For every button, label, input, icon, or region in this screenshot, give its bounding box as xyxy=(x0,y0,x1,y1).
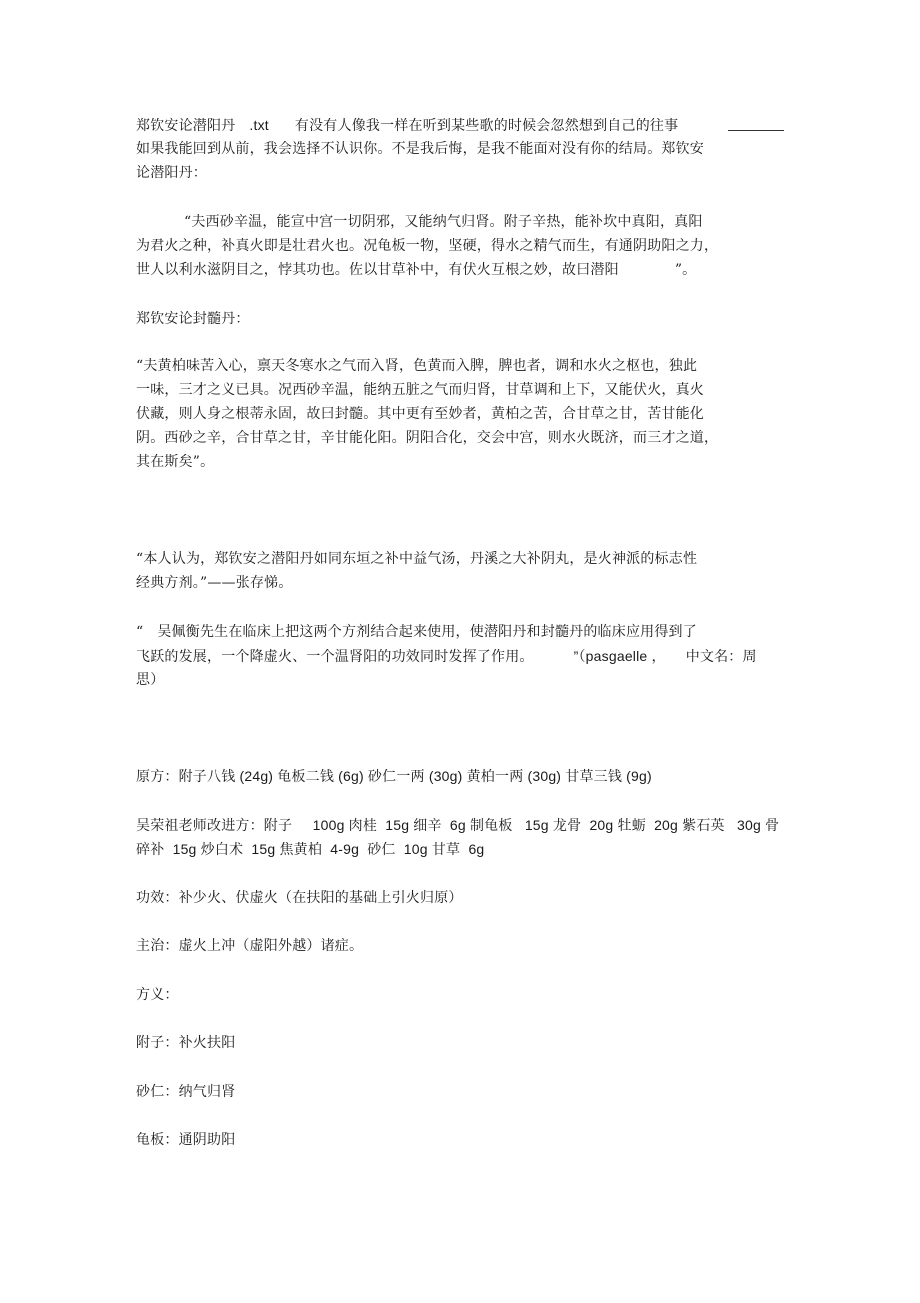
modified-formula-line-1: 吴荣祖老师改进方：附子 100g 肉桂 15g 细辛 6g 制龟板 15g 龙骨 20g 牡蛎 20g 紫石英 30g 骨 xyxy=(136,817,780,833)
explanation-item: 龟板：通阴助阳 xyxy=(136,1132,236,1148)
wu-quote-line-1-text: 吴佩衡先生在临床上把这两个方剂结合起来使用，使潜阳丹和封髓丹的临床应用得到了 xyxy=(157,624,697,640)
explanation-item: 附子：补火扶阳 xyxy=(136,1035,236,1051)
wu-quote-line-2c: 中文名：周 xyxy=(685,649,757,665)
tagline: 有没有人像我一样在听到某些歌的时候会忽然想到自己的往事 xyxy=(294,118,679,134)
qianyang-quote-line-2: 为君火之种，补真火即是壮君火也。况龟板一物，坚硬，得水之精气而生，有通阴助阳之力， xyxy=(136,238,719,254)
zhang-quote-line-2: 经典方剂。”——张存悌。 xyxy=(136,575,293,591)
zhang-quote-line-1: “本人认为，郑钦安之潜阳丹如同东垣之补中益气汤，丹溪之大补阴丸，是火神派的标志性 xyxy=(136,551,698,567)
header-line-1 xyxy=(136,117,678,134)
wu-quote-open-mark: “ xyxy=(136,624,144,640)
fengsui-heading: 郑钦安论封髓丹： xyxy=(136,311,250,327)
wu-quote-line-2 xyxy=(136,648,757,665)
header-line-2: 如果我能回到从前，我会选择不认识你。不是我后悔，是我不能面对没有你的结局。郑钦安 xyxy=(136,141,704,157)
title-underline-rule xyxy=(728,130,784,131)
wu-quote-line-1 xyxy=(136,624,697,640)
document-title-extension: .txt xyxy=(249,117,269,133)
qianyang-quote-line-3 xyxy=(136,262,696,278)
wu-quote-line-2a: 飞跃的发展，一个降虚火、一个温肾阳的功效同时发挥了作用。 xyxy=(136,649,534,665)
explanation-heading: 方义： xyxy=(136,987,179,1003)
fengsui-quote-line-4: 阴。西砂之辛，合甘草之甘，辛甘能化阳。阴阳合化，交会中宫，则水火既济，而三才之道， xyxy=(136,430,719,446)
wu-quote-line-2b: ”（pasgaelle ， xyxy=(573,648,666,664)
modified-formula-line-2: 碎补 15g 炒白术 15g 焦黄柏 4-9g 砂仁 10g 甘草 6g xyxy=(136,841,485,857)
header-line-3: 论潜阳丹： xyxy=(136,165,207,181)
original-formula: 原方：附子八钱 (24g) 龟板二钱 (6g) 砂仁一两 (30g) 黄柏一两 (30g) 甘草三钱 (9g) xyxy=(136,768,652,784)
explanation-item: 砂仁：纳气归肾 xyxy=(136,1084,236,1100)
indications: 主治：虚火上冲（虚阳外越）诸症。 xyxy=(136,938,364,954)
effects: 功效：补少火、伏虚火（在扶阳的基础上引火归原） xyxy=(136,890,463,906)
wu-quote-line-3: 思） xyxy=(136,672,165,688)
fengsui-quote-line-3: 伏藏，则人身之根蒂永固，故曰封髓。其中更有至妙者，黄柏之苦，合甘草之甘，苦甘能化 xyxy=(136,406,704,422)
document-title: 郑钦安论潜阳丹 xyxy=(136,118,236,134)
qianyang-quote-line-3b: ”。 xyxy=(674,262,697,278)
qianyang-quote-line-3a: 世人以利水滋阴目之，悖其功也。佐以甘草补中，有伏火互根之妙，故曰潜阳 xyxy=(136,262,619,278)
qianyang-quote-line-1: “夫西砂辛温，能宣中宫一切阴邪，又能纳气归肾。附子辛热，能补坎中真阳，真阳 xyxy=(184,214,703,230)
fengsui-quote-line-1: “夫黄柏味苦入心，禀天冬寒水之气而入肾，色黄而入脾，脾也者，调和水火之枢也，独此 xyxy=(136,358,698,374)
fengsui-quote-line-2: 一味，三才之义已具。况西砂辛温，能纳五脏之气而归肾，甘草调和上下，又能伏火，真火 xyxy=(136,382,704,398)
fengsui-quote-line-5: 其在斯矣”。 xyxy=(136,454,215,470)
